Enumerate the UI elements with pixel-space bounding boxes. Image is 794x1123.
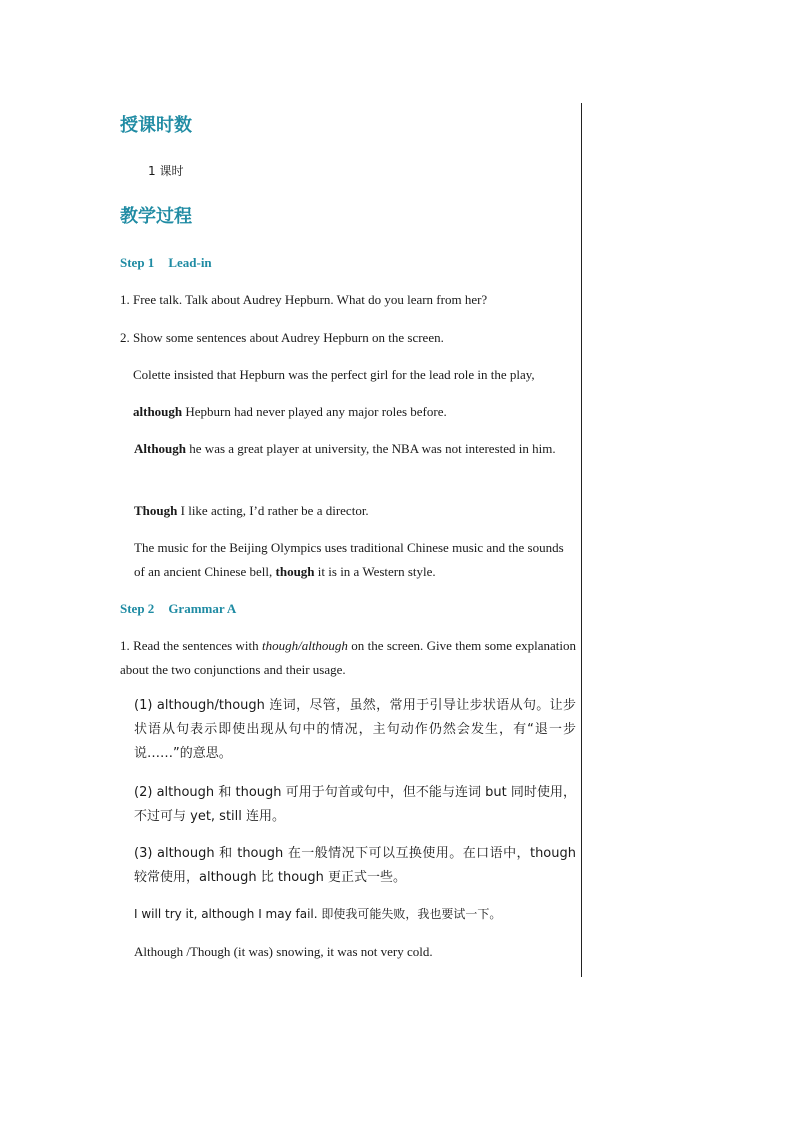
grammar-example-2: Although /Though (it was) snowing, it was not very cold. — [134, 944, 433, 959]
step2-item-1: 1. Read the sentences with though/although on the screen. Give them some explanation about the two conjunctions and their usage. — [120, 638, 577, 677]
step1-label: Step 1 — [120, 255, 155, 270]
step1-item-2: 2. Show some sentences about Audrey Hepburn on the screen. — [120, 330, 444, 345]
note-2: (2) although 和 though 可用于句首或句中，但不能与连词 but 同时使用，不过可与 yet, still 连用。 — [134, 785, 576, 824]
step1-title: Lead-in — [168, 255, 212, 270]
keyword-though-although: though/although — [261, 638, 348, 653]
keyword-although: although — [133, 404, 183, 419]
step2-title: Grammar A — [168, 601, 237, 616]
example-4: The music for the Beijing Olympics uses traditional Chinese music and the sounds of an ancient Chinese bell, though it is in a Western style. — [134, 540, 564, 579]
keyword-although-cap: Although — [134, 441, 187, 456]
step2-label: Step 2 — [120, 601, 155, 616]
step1-heading — [120, 255, 212, 271]
heading-teaching-process: 教学过程 — [120, 206, 192, 227]
note-1: (1) although/though 连词，尽管，虽然，常用于引导让步状语从句。让步状语从句表示即使出现从句中的情况，主句动作仍然会发生，有“退一步说……”的意思。 — [134, 698, 576, 761]
example-1-line-1: Colette insisted that Hepburn was the perfect girl for the lead role in the play, — [133, 367, 535, 382]
column-divider — [581, 103, 582, 977]
example-2: Although he was a great player at university, the NBA was not interested in him. — [134, 441, 556, 456]
step1-item-1: 1. Free talk. Talk about Audrey Hepburn. What do you learn from her? — [120, 292, 488, 307]
example-1-line-2: although Hepburn had never played any major roles before. — [133, 404, 447, 419]
class-hours-value: 1 课时 — [148, 164, 184, 178]
example-3: Though I like acting, I’d rather be a director. — [134, 503, 369, 518]
heading-class-hours: 授课时数 — [120, 115, 192, 136]
note-3: (3) although 和 though 在一般情况下可以互换使用。在口语中，though 较常使用，although 比 though 更正式一些。 — [134, 846, 576, 885]
grammar-example-1: I will try it, although I may fail. 即使我可能失败，我也要试一下。 — [134, 907, 502, 921]
keyword-though-cap: Though — [134, 503, 178, 518]
keyword-though: though — [275, 564, 315, 579]
step2-heading — [120, 601, 236, 617]
